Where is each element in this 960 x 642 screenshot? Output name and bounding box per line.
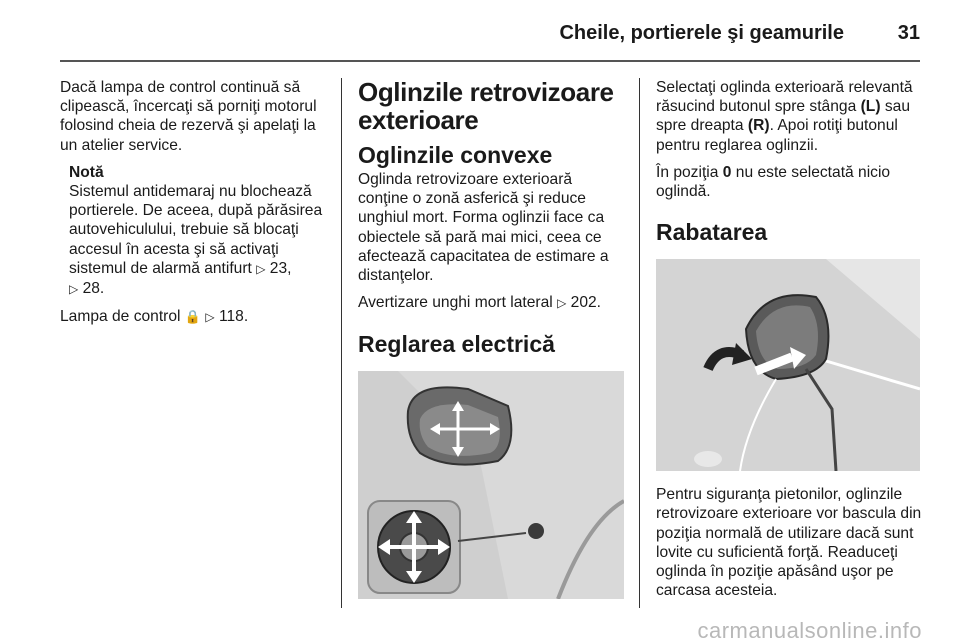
right-label: (R) xyxy=(747,117,770,135)
left-label: (L) xyxy=(860,98,881,116)
column-2 xyxy=(358,78,624,599)
lamp-text: Lampa de control xyxy=(60,308,181,326)
blind-spot-text: Avertizare unghi mort lateral xyxy=(358,294,553,312)
note-ref-1: 23, xyxy=(269,259,292,277)
column-divider-2 xyxy=(639,78,640,608)
reference-arrow-icon: ▷ xyxy=(256,261,266,276)
position-zero-paragraph xyxy=(656,163,924,201)
mirror-fold-illustration xyxy=(656,259,920,471)
car-lock-icon: 🔒 xyxy=(184,309,202,325)
position-text-2: nu este selectată nicio oglindă. xyxy=(656,163,891,201)
folding-paragraph: Pentru siguranţa pietonilor, oglinzile retrovizoare exterioare vor bascula din poziţia normală de utilizare dacă sunt lovite cu suficientă forţă. Readuceţi oglinda în poziţie apăsând uşor pe carcasa acesteia. xyxy=(656,486,922,600)
position-zero: 0 xyxy=(722,163,732,181)
blind-spot-paragraph xyxy=(358,293,624,313)
note-body xyxy=(69,182,328,299)
reference-arrow-icon: ▷ xyxy=(69,282,79,297)
column-3 xyxy=(656,78,924,608)
electric-adjust-heading: Reglarea electrică xyxy=(358,331,555,358)
select-text-1: Selectaţi oglinda exterioară relevantă răsucind butonul spre stânga xyxy=(656,79,913,116)
reference-arrow-icon: ▷ xyxy=(557,296,567,311)
chapter-title: Cheile, portierele şi geamurile xyxy=(559,22,844,44)
select-mirror-paragraph xyxy=(656,78,924,155)
folding-heading: Rabatarea xyxy=(656,219,768,246)
note-title: Notă xyxy=(69,163,104,181)
note-ref-2: 28. xyxy=(82,280,105,298)
mirror-adjust-illustration xyxy=(358,371,624,599)
immobilizer-paragraph: Dacă lampa de control continuă să clipească, încercaţi să porniţi motorul folosind cheia de rezervă şi apelaţi la un atelier service. xyxy=(60,79,317,154)
select-text-3: . Apoi rotiţi butonul pentru reglarea oglinzii. xyxy=(656,117,898,154)
section-title: Oglinzile retrovizoare exterioare xyxy=(358,77,614,135)
column-1 xyxy=(60,78,328,335)
lamp-ref: 118. xyxy=(218,308,249,326)
convex-mirrors-heading: Oglinzile convexe xyxy=(358,142,553,168)
note-block xyxy=(60,163,328,299)
blind-spot-ref: 202. xyxy=(570,294,602,312)
convex-paragraph: Oglinda retrovizoare exterioară conţine o zonă asferică şi reduce unghiul mort. Forma oglinzii face ca obiectele să pară mai mici, ceea ce afectează capacitatea de estimare a distanţelor. xyxy=(358,171,609,285)
page-header xyxy=(0,0,960,60)
header-divider xyxy=(60,60,920,62)
select-text-2: sau spre dreapta xyxy=(656,98,911,135)
lamp-paragraph xyxy=(60,307,328,327)
watermark: carmanualsonline.info xyxy=(697,618,922,642)
page-number: 31 xyxy=(897,22,920,44)
reference-arrow-icon: ▷ xyxy=(205,310,215,325)
position-text-1: În poziţia xyxy=(656,163,719,181)
note-text: Sistemul antidemaraj nu blochează portierele. De aceea, după părăsirea autovehiculului, trebuie să blocaţi accesul în acesta şi să activaţi sistemul de alarmă antifurt xyxy=(69,183,323,277)
column-divider-1 xyxy=(341,78,342,608)
